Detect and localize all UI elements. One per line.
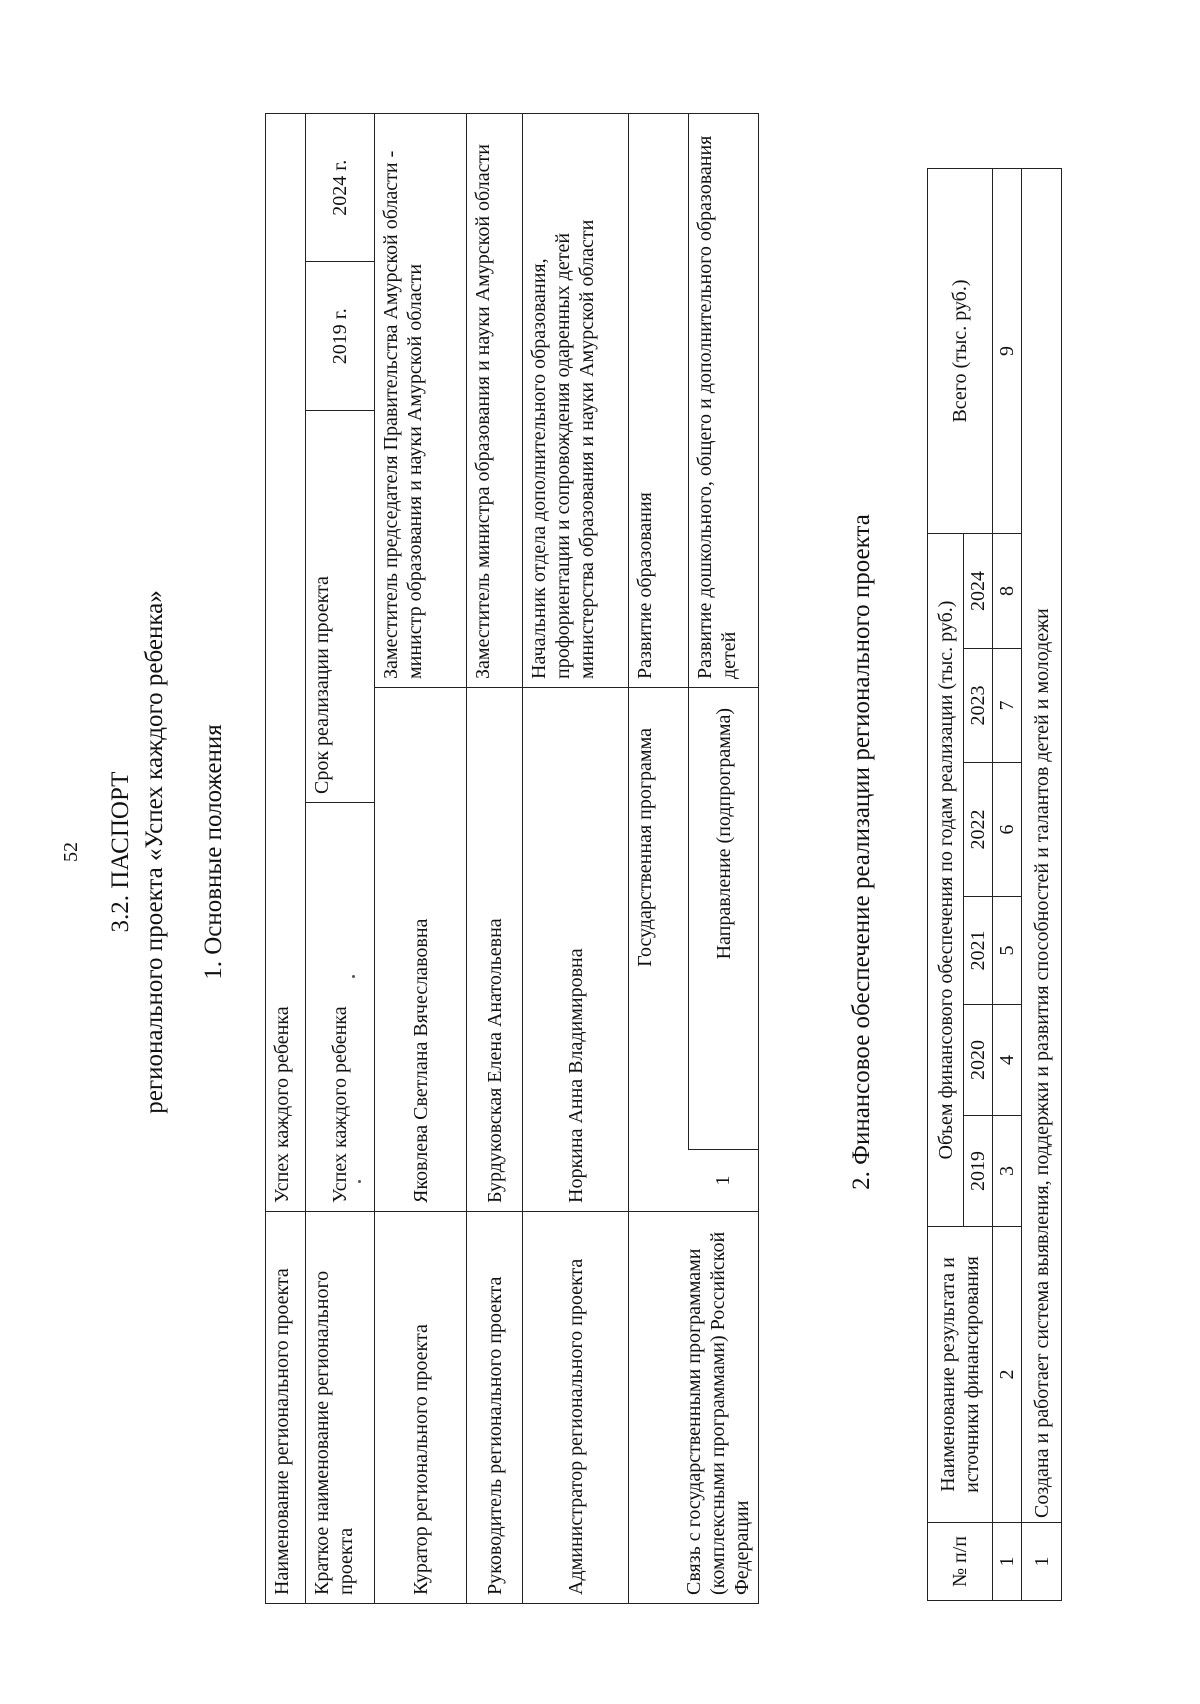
term-years [306,114,374,410]
direction-label-text: Направление (подпрограмма) [712,708,735,960]
index-cell: 4 [993,1005,1022,1116]
title-line-2: регионального проекта «Успех каждого ребенка» [141,590,168,1114]
year-2020-header: 2020 [964,1005,993,1116]
index-cell: 2 [993,1227,1022,1523]
financing-table [927,168,1062,1601]
link-label: Связь с государственными программами (комплексными программами) Российской Федерации [629,1212,759,1604]
scan-speck [352,975,355,978]
end-year: 2024 г. [329,159,351,216]
result-number: 1 [1022,1523,1062,1601]
document-title [104,0,172,1704]
head-label: Руководитель регионального проекта [467,1212,523,1604]
col-number-header: № п/п [928,1523,993,1601]
gov-program-label: Государственная программа [629,688,689,1212]
index-cell: 7 [993,649,1022,763]
year-2024-header: 2024 [964,534,993,649]
section-2-heading: 2. Финансовое обеспечение реализации регионального проекта [848,514,875,1190]
direction-label [689,688,759,1150]
result-text: Создана и работает система выявления, поддержки и развития способностей и талантов детей и молодежи [1022,169,1062,1523]
admin-name: Норкина Анна Владимировна [523,688,629,1212]
index-cell: 9 [993,169,1022,534]
year-2023-header: 2023 [964,649,993,763]
section-1-heading: 1. Основные положения [200,724,227,980]
page-number: 52 [60,842,82,862]
admin-label: Администратор регионального проекта [523,1212,629,1604]
col-total-header: Всего (тыс. руб.) [928,169,993,534]
short-name-label: Краткое наименование регионального проекта [306,1212,375,1604]
head-position: Заместитель министра образования и науки Амурской области [467,113,523,687]
index-cell: 5 [993,897,1022,1005]
term-years-cell [306,113,375,410]
project-name-value: Успех каждого ребенка [266,113,306,1211]
direction-value: Развитие дошкольного, общего и дополнительного образования детей [689,113,759,687]
index-cell: 1 [993,1523,1022,1601]
short-name-value: Успех каждого ребенка [306,803,375,1212]
admin-position: Начальник отдела дополнительного образования, профориентации и сопровождения одаренных детей министерства образования и науки Амурской области [523,113,629,687]
curator-position: Заместитель председателя Правительства Амурской области - министр образования и науки Амурской области [375,113,467,687]
curator-name: Яковлева Светлана Вячеславовна [375,688,467,1212]
year-2021-header: 2021 [964,897,993,1005]
head-name: Бурдуковская Елена Анатольевна [467,688,523,1212]
year-2022-header: 2022 [964,763,993,897]
col-name-header: Наименование результата и источники финансирования [928,1227,993,1523]
project-name-label: Наименование регионального проекта [266,1212,306,1604]
scan-speck [358,1180,361,1183]
program-row-number: 1 [689,1150,759,1212]
index-cell: 8 [993,534,1022,649]
title-line-1: 3.2. ПАСПОРТ [107,771,134,933]
column-index-row [993,169,1022,1601]
start-year: 2019 г. [306,262,374,410]
year-2019-header: 2019 [964,1116,993,1227]
result-row [1022,169,1062,1601]
gov-program-value: Развитие образования [629,113,689,687]
basic-provisions-table [265,113,759,1604]
term-label: Срок реализации проекта [306,411,375,803]
col-volume-header: Объем финансового обеспечения по годам реализации (тыс. руб.) [928,534,964,1227]
index-cell: 6 [993,763,1022,897]
index-cell: 3 [993,1116,1022,1227]
curator-label: Куратор регионального проекта [375,1212,467,1604]
